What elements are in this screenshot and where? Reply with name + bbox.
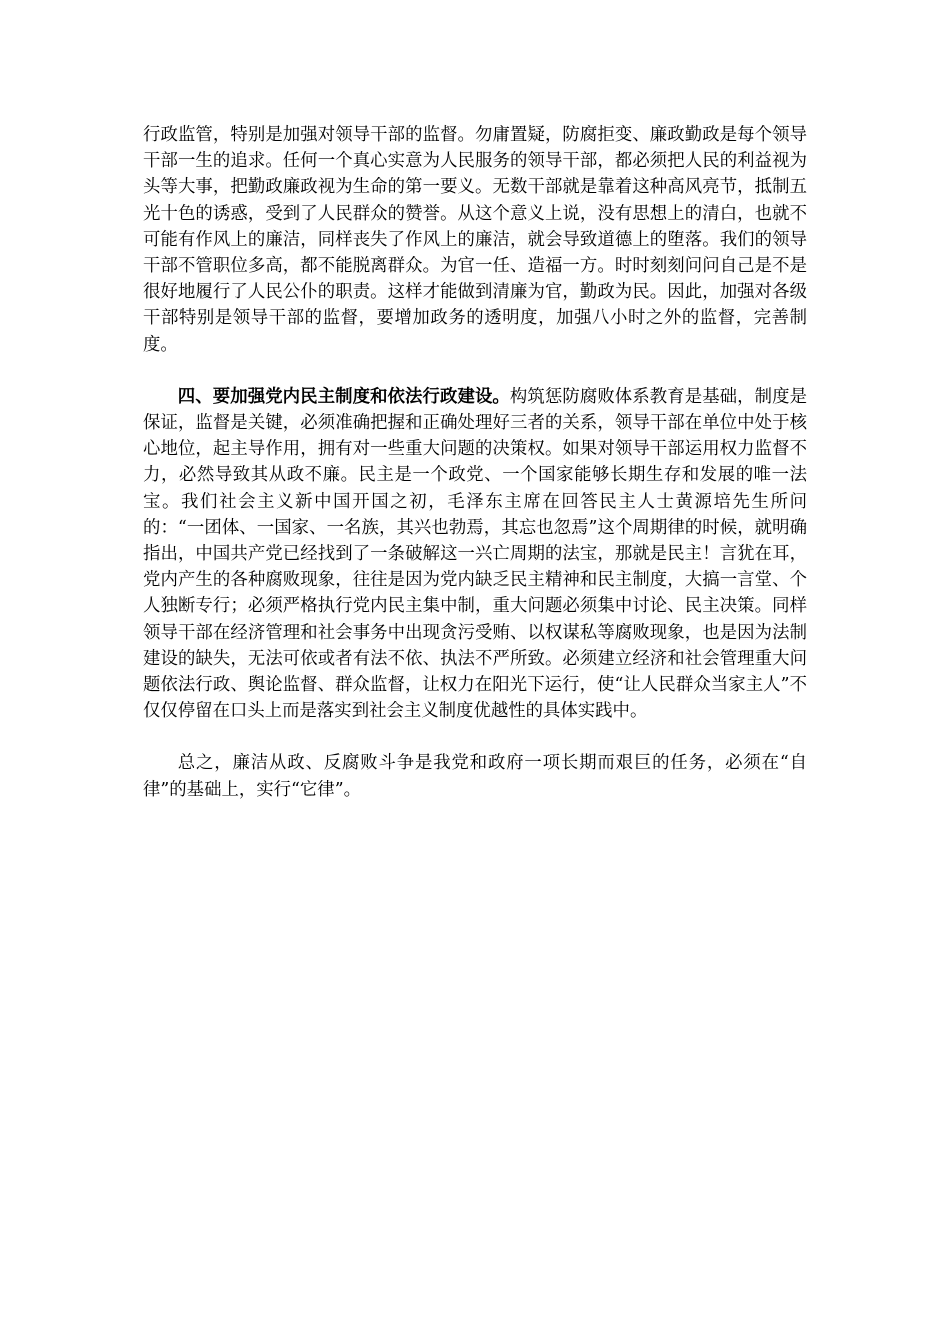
paragraph-democracy (143, 384, 807, 725)
paragraph-supervision: 行政监管，特别是加强对领导干部的监督。勿庸置疑，防腐拒变、廉政勤政是每个领导干部一生的追求。任何一个真心实意为人民服务的领导干部，都必须把人民的利益视为头等大事，把勤政廉政视为生命的第一要义。无数干部就是靠着这种高风亮节，抵制五光十色的诱惑，受到了人民群众的赞誉。从这个意义上说，没有思想上的清白，也就不可能有作风上的廉洁，同样丧失了作风上的廉洁，就会导致道德上的堕落。我们的领导干部不管职位多高，都不能脱离群众。为官一任、造福一方。时时刻刻问问自己是不是很好地履行了人民公仆的职责。这样才能做到清廉为官，勤政为民。因此，加强对各级干部特别是领导干部的监督，要增加政务的透明度，加强八小时之外的监督，完善制度。 (143, 125, 807, 355)
paragraph-democracy-body: 构筑惩防腐败体系教育是基础，制度是保证，监督是关键，必须准确把握和正确处理好三者的关系，领导干部在单位中处于核心地位，起主导作用，拥有对一些重大问题的决策权。如果对领导干部运用权力监督不力，必然导致其从政不廉。民主是一个政党、一个国家能够长期生存和发展的唯一法宝。我们社会主义新中国开国之初，毛泽东主席在回答民主人士黄源培先生所问的：“一团体、一国家、一名族，其兴也勃焉，其忘也忽焉”这个周期律的时候，就明确指出，中国共产党已经找到了一条破解这一兴亡周期的法宝，那就是民主！言犹在耳，党内产生的各种腐败现象，往往是因为党内缺乏民主精神和民主制度，大搞一言堂、个人独断专行；必须严格执行党内民主集中制，重大问题必须集中讨论、民主决策。同样领导干部在经济管理和社会事务中出现贪污受贿、以权谋私等腐败现象，也是因为法制建设的缺失，无法可依或者有法不依、执法不严所致。必须建立经济和社会管理重大问题依法行政、舆论监督、群众监督，让权力在阳光下运行，使“让人民群众当家主人”不仅仅停留在口头上而是落实到社会主义制度优越性的具体实践中。 (143, 386, 807, 722)
section-heading-four: 四、要加强党内民主制度和依法行政建设。 (177, 386, 510, 407)
paragraph-conclusion: 总之，廉洁从政、反腐败斗争是我党和政府一项长期而艰巨的任务，必须在“自律”的基础上，实行“它律”。 (143, 753, 807, 800)
document-page (143, 122, 807, 803)
